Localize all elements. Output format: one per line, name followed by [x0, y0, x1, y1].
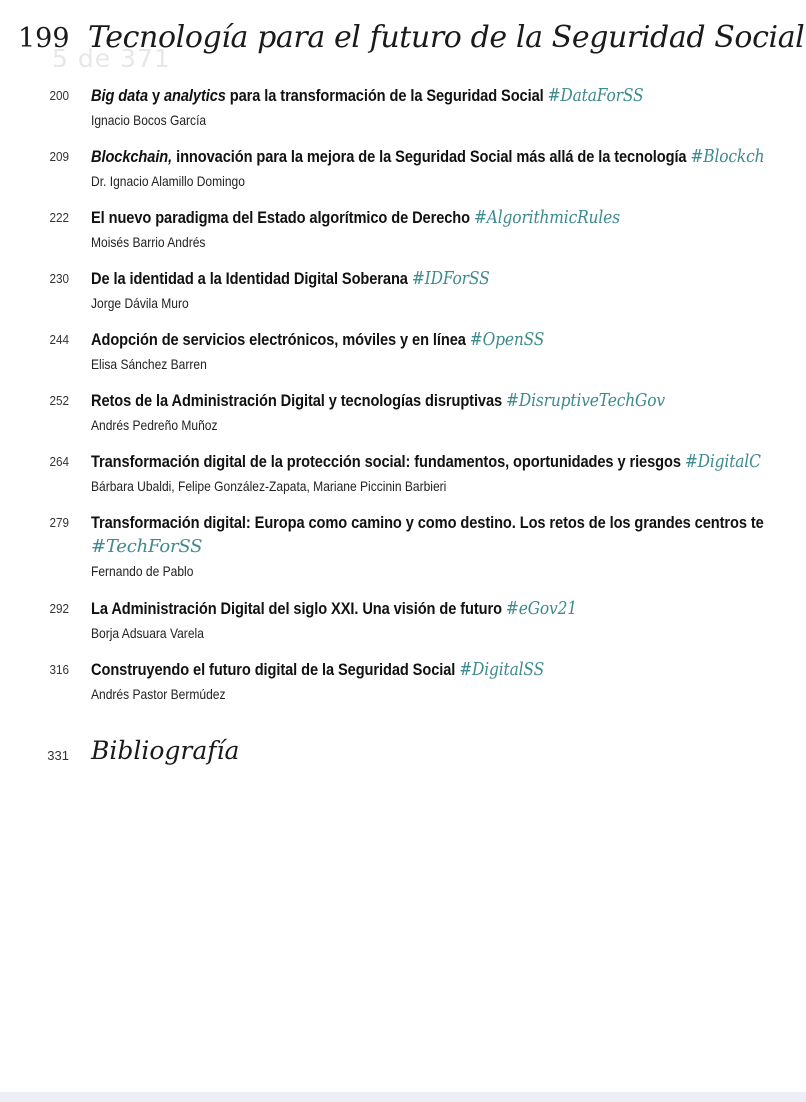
toc-entry-title-part: Blockchain, — [91, 147, 173, 166]
toc-entry-author: Borja Adsuara Varela — [91, 625, 204, 641]
toc-entry-page-number: 264 — [49, 454, 69, 469]
toc-entry-body — [91, 84, 806, 130]
toc-entry-author: Dr. Ignacio Alamillo Domingo — [91, 173, 245, 189]
toc-entry-title-part: Big data — [91, 86, 148, 105]
toc-entry-page-number: 316 — [49, 662, 69, 677]
toc-entry-hashtag[interactable]: #TechForSS — [91, 536, 203, 557]
toc-entry-page-number: 230 — [49, 271, 69, 286]
toc-entry-page-number: 244 — [49, 332, 69, 347]
page-indicator-overlay: 5 de 371 — [52, 44, 171, 73]
toc-entry-hashtag[interactable]: #AlgorithmicRules — [473, 207, 620, 228]
toc-entry-hashtag[interactable]: #eGov21 — [505, 598, 577, 619]
toc-entry-page-number: 252 — [49, 393, 69, 408]
toc-entry-hashtag[interactable]: #OpenSS — [469, 329, 545, 350]
toc-entry-title — [91, 267, 745, 291]
toc-entry-title-part: analytics — [163, 86, 226, 105]
toc-entry-hashtag[interactable]: #IDForSS — [411, 268, 490, 289]
toc-entry-title — [91, 206, 745, 230]
toc-entry-title-part: para la transformación de la Seguridad Social — [225, 86, 544, 105]
toc-entry-body — [91, 206, 806, 252]
toc-entry-title-part: La Administración Digital del siglo XXI. Una visión de futuro — [91, 599, 502, 618]
toc-entry-page-number: 200 — [49, 88, 69, 103]
toc-entry-author: Elisa Sánchez Barren — [91, 356, 207, 372]
toc-entry-title — [91, 450, 761, 474]
toc-entry-hashtag[interactable]: #Blockch — [690, 146, 765, 167]
toc-entry-page-number: 279 — [49, 515, 69, 530]
toc-entry-author: Ignacio Bocos García — [91, 112, 207, 128]
toc-entry-page-number: 209 — [49, 149, 69, 164]
toc-entry-hashtag[interactable]: #DataForSS — [547, 85, 644, 106]
toc-entry-author: Moisés Barrio Andrés — [91, 234, 206, 250]
section-page-number: 199 — [18, 23, 70, 54]
toc-entry-title — [91, 145, 765, 169]
toc-entry-hashtag[interactable]: #DisruptiveTechGov — [506, 390, 665, 411]
toc-entry-body — [91, 145, 806, 191]
toc-entry-title — [91, 511, 764, 535]
toc-entry-page-number: 292 — [49, 601, 69, 616]
toc-entry-body — [91, 658, 806, 704]
bottom-toolbar-edge — [0, 1092, 806, 1102]
toc-entry-author: Andrés Pastor Bermúdez — [91, 686, 226, 702]
toc-entry-title-part: Transformación digital: Europa como camino y como destino. Los retos de los grandes centros te — [91, 513, 764, 532]
toc-entry-author: Jorge Dávila Muro — [91, 295, 189, 311]
toc-entry-page-number: 222 — [49, 210, 69, 225]
toc-entry-author: Fernando de Pablo — [91, 563, 194, 579]
toc-entry-title — [91, 328, 745, 352]
toc-entry-title-part: Transformación digital de la protección social: fundamentos, oportunidades y riesgos — [91, 452, 681, 471]
toc-entry-title — [91, 84, 745, 108]
section-title: Tecnología para el futuro de la Seguridad Social — [88, 20, 805, 55]
bibliography-page-number: 331 — [47, 748, 69, 763]
toc-entry-title-part: innovación para la mejora de la Seguridad Social más allá de la tecnología — [172, 147, 687, 166]
toc-entry-title — [91, 389, 745, 413]
toc-entry-body — [91, 267, 806, 313]
toc-entry-hashtag[interactable]: #DigitalSS — [459, 659, 545, 680]
toc-entry-title — [91, 658, 745, 682]
toc-entry-title-part: Adopción de servicios electrónicos, móviles y en línea — [91, 330, 466, 349]
toc-entry-title-part: Construyendo el futuro digital de la Seguridad Social — [91, 660, 456, 679]
toc-entry-body — [91, 389, 806, 435]
toc-entry-body — [91, 450, 806, 496]
toc-entry-body — [91, 328, 806, 374]
toc-entry-title — [91, 597, 745, 621]
toc-entry-author: Andrés Pedreño Muñoz — [91, 417, 218, 433]
toc-entry-body — [91, 597, 806, 643]
toc-entry-title-part: Retos de la Administración Digital y tecnologías disruptivas — [91, 391, 503, 410]
bibliography-title: Bibliografía — [91, 736, 240, 765]
toc-entry-author: Bárbara Ubaldi, Felipe González-Zapata, Mariane Piccinin Barbieri — [91, 478, 447, 494]
toc-entry-title-line2 — [91, 535, 806, 559]
toc-entry-title-part: El nuevo paradigma del Estado algorítmico de Derecho — [91, 208, 470, 227]
toc-entry-hashtag[interactable]: #DigitalC — [684, 451, 761, 472]
toc-entry-title-part: y — [147, 86, 164, 105]
toc-entry-body — [91, 511, 806, 581]
toc-entry-title-part: De la identidad a la Identidad Digital Soberana — [91, 269, 408, 288]
